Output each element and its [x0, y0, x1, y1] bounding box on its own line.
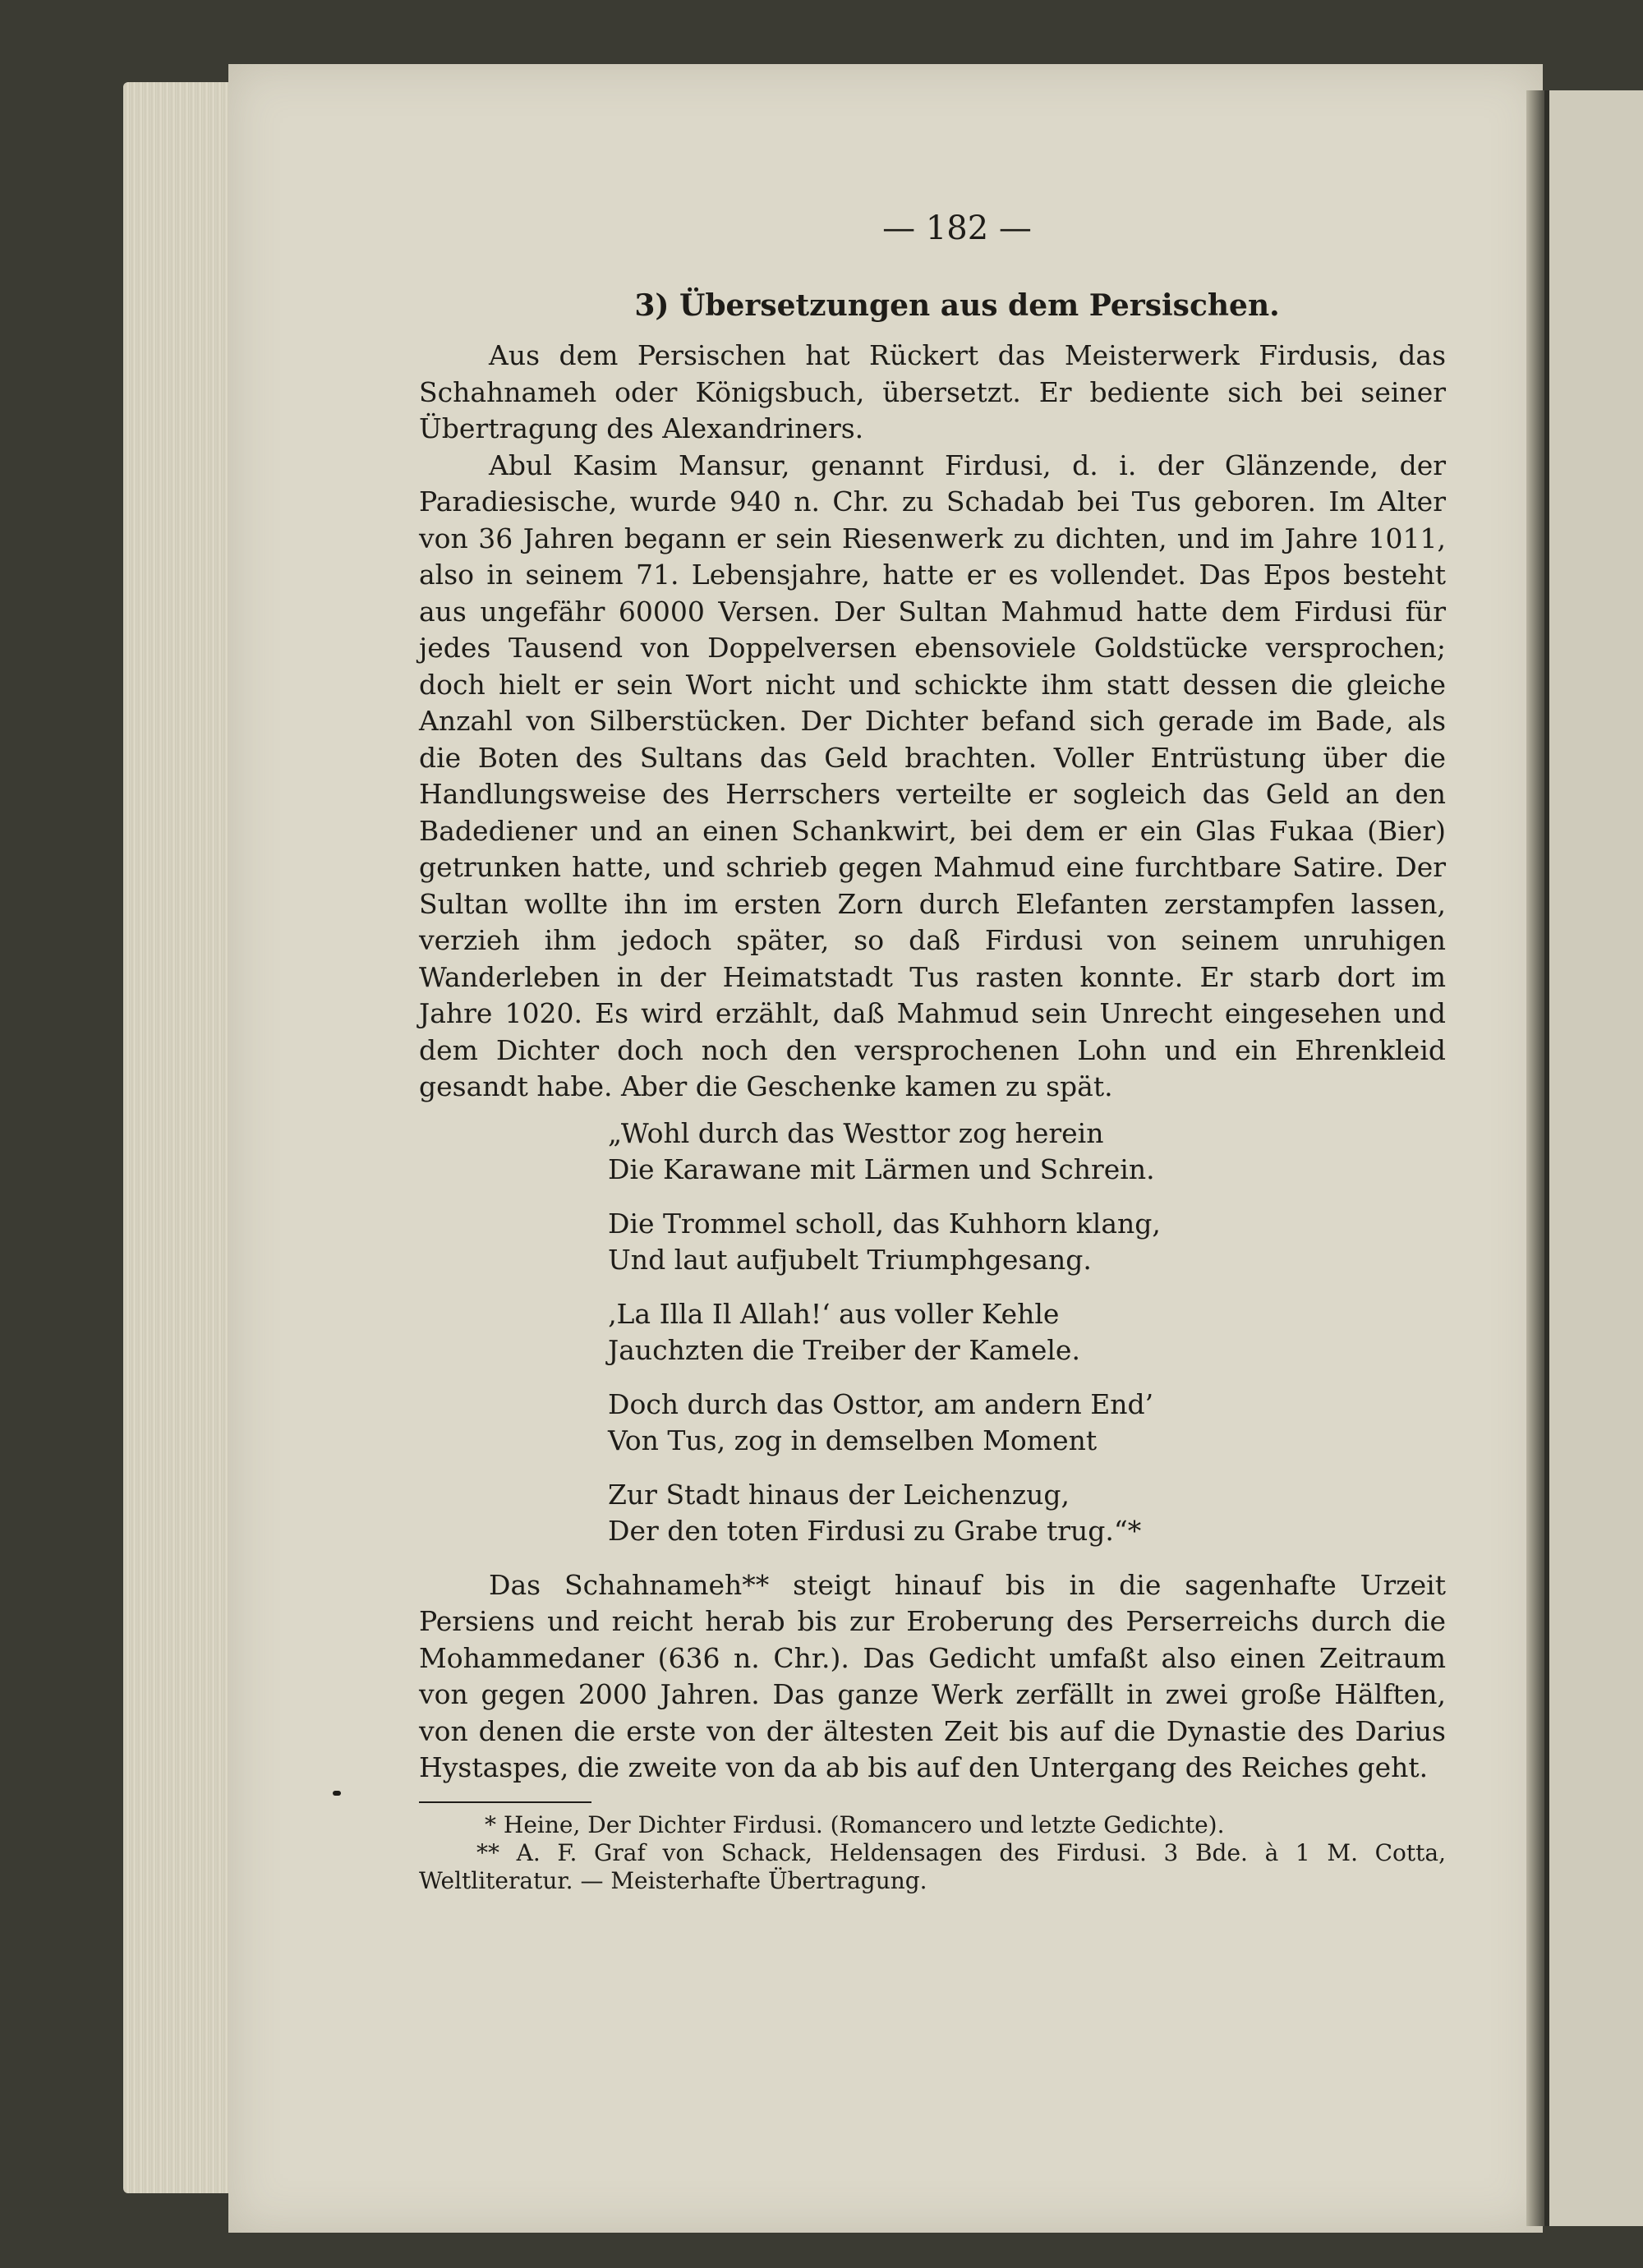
ink-speck — [333, 1791, 341, 1796]
poem-line: Doch durch das Osttor, am andern End’ — [608, 1387, 1154, 1420]
footnote-2: ** A. F. Graf von Schack, Heldensagen des Firdusi. 3 Bde. à 1 M. Cotta, Weltliteratur. — Meisterhafte Übertragung. — [419, 1838, 1446, 1894]
paragraph-3: Das Schahnameh** steigt hinauf bis in die sagenhafte Urzeit Persiens und reicht herab bis zur Eroberung des Perserreichs durch die Mohammedaner (636 n. Chr.). Das Gedicht umfaßt also einen Zeitraum von gegen 2000 Jahren. Das ganze Werk zerfällt in zwei große Hälften, von denen die erste von der ältesten Zeit bis auf die Dynastie des Darius Hystaspes, die zweite von da ab bis auf den Untergang des Reiches geht. — [419, 1568, 1446, 1783]
paragraph-1: Aus dem Persischen hat Rückert das Meisterwerk Firdusis, das Schahnameh oder Königsbuch, übersetzt. Er bediente sich bei seiner Übertragung des Alexandriners. — [419, 339, 1446, 444]
poem-line: Der den toten Firdusi zu Grabe trug.“* — [608, 1514, 1142, 1547]
footnote-1: * Heine, Der Dichter Firdusi. (Romancero und letzte Gedichte). — [485, 1810, 1225, 1838]
page-number: — 182 — — [882, 209, 1032, 247]
poem-line: Die Karawane mit Lärmen und Schrein. — [608, 1152, 1155, 1185]
poem-line: „Wohl durch das Westtor zog herein — [608, 1116, 1104, 1149]
poem-line: Und laut aufjubelt Triumphgesang. — [608, 1243, 1092, 1276]
section-heading: 3) Übersetzungen aus dem Persischen. — [634, 288, 1280, 323]
poem-line: Zur Stadt hinaus der Leichenzug, — [608, 1478, 1070, 1511]
facing-page-edge — [1544, 90, 1643, 2226]
poem-line: Von Tus, zog in demselben Moment — [608, 1424, 1098, 1456]
page-edges — [123, 82, 238, 2193]
poem-line: Jauchzten die Treiber der Kamele. — [608, 1333, 1080, 1366]
poem-stanza-1 — [608, 1116, 1446, 1188]
poem-line: Die Trommel scholl, das Kuhhorn klang, — [608, 1207, 1161, 1240]
poem — [608, 1116, 1446, 1549]
footnote-divider — [419, 1801, 591, 1803]
poem-stanza-2 — [608, 1206, 1446, 1278]
poem-stanza-5 — [608, 1477, 1446, 1549]
poem-line: ‚La Illa Il Allah!‘ aus voller Kehle — [608, 1297, 1060, 1330]
page-text — [419, 209, 1446, 1895]
paragraph-2: Abul Kasim Mansur, genannt Firdusi, d. i. der Glänzende, der Paradiesische, wurde 940 n. Chr. zu Schadab bei Tus geboren. Im Alter von 36 Jahren begann er sein Riesenwerk zu dichten, und im Jahre 1011, also in seinem 71. Lebensjahre, hatte er es vollendet. Das Epos besteht aus ungefähr 60000 Versen. Der Sultan Mahmud hatte dem Firdusi für jedes Tausend von Doppelversen ebensoviele Goldstücke versprochen; doch hielt er sein Wort nicht und schickte ihm statt dessen die gleiche Anzahl von Silberstücken. Der Dichter befand sich gerade im Bade, als die Boten des Sultans das Geld brachten. Voller Entrüstung über die Handlungsweise des Herrschers verteilte er sogleich das Geld an den Badediener und an einen Schankwirt, bei dem er ein Glas Fukaa (Bier) getrunken hatte, und schrieb gegen Mahmud eine furchtbare Satire. Der Sultan wollte ihn im ersten Zorn durch Elefanten zerstampfen lassen, verzieh ihm jedoch später, so daß Firdusi von seinem unruhigen Wanderleben in der Heimatstadt Tus rasten konnte. Er starb dort im Jahre 1020. Es wird erzählt, daß Mahmud sein Unrecht eingesehen und dem Dichter doch noch den versprochenen Lohn und ein Ehrenkleid gesandt habe. Aber die Geschenke kamen zu spät. — [419, 449, 1446, 1102]
poem-stanza-4 — [608, 1387, 1446, 1459]
poem-stanza-3 — [608, 1296, 1446, 1369]
